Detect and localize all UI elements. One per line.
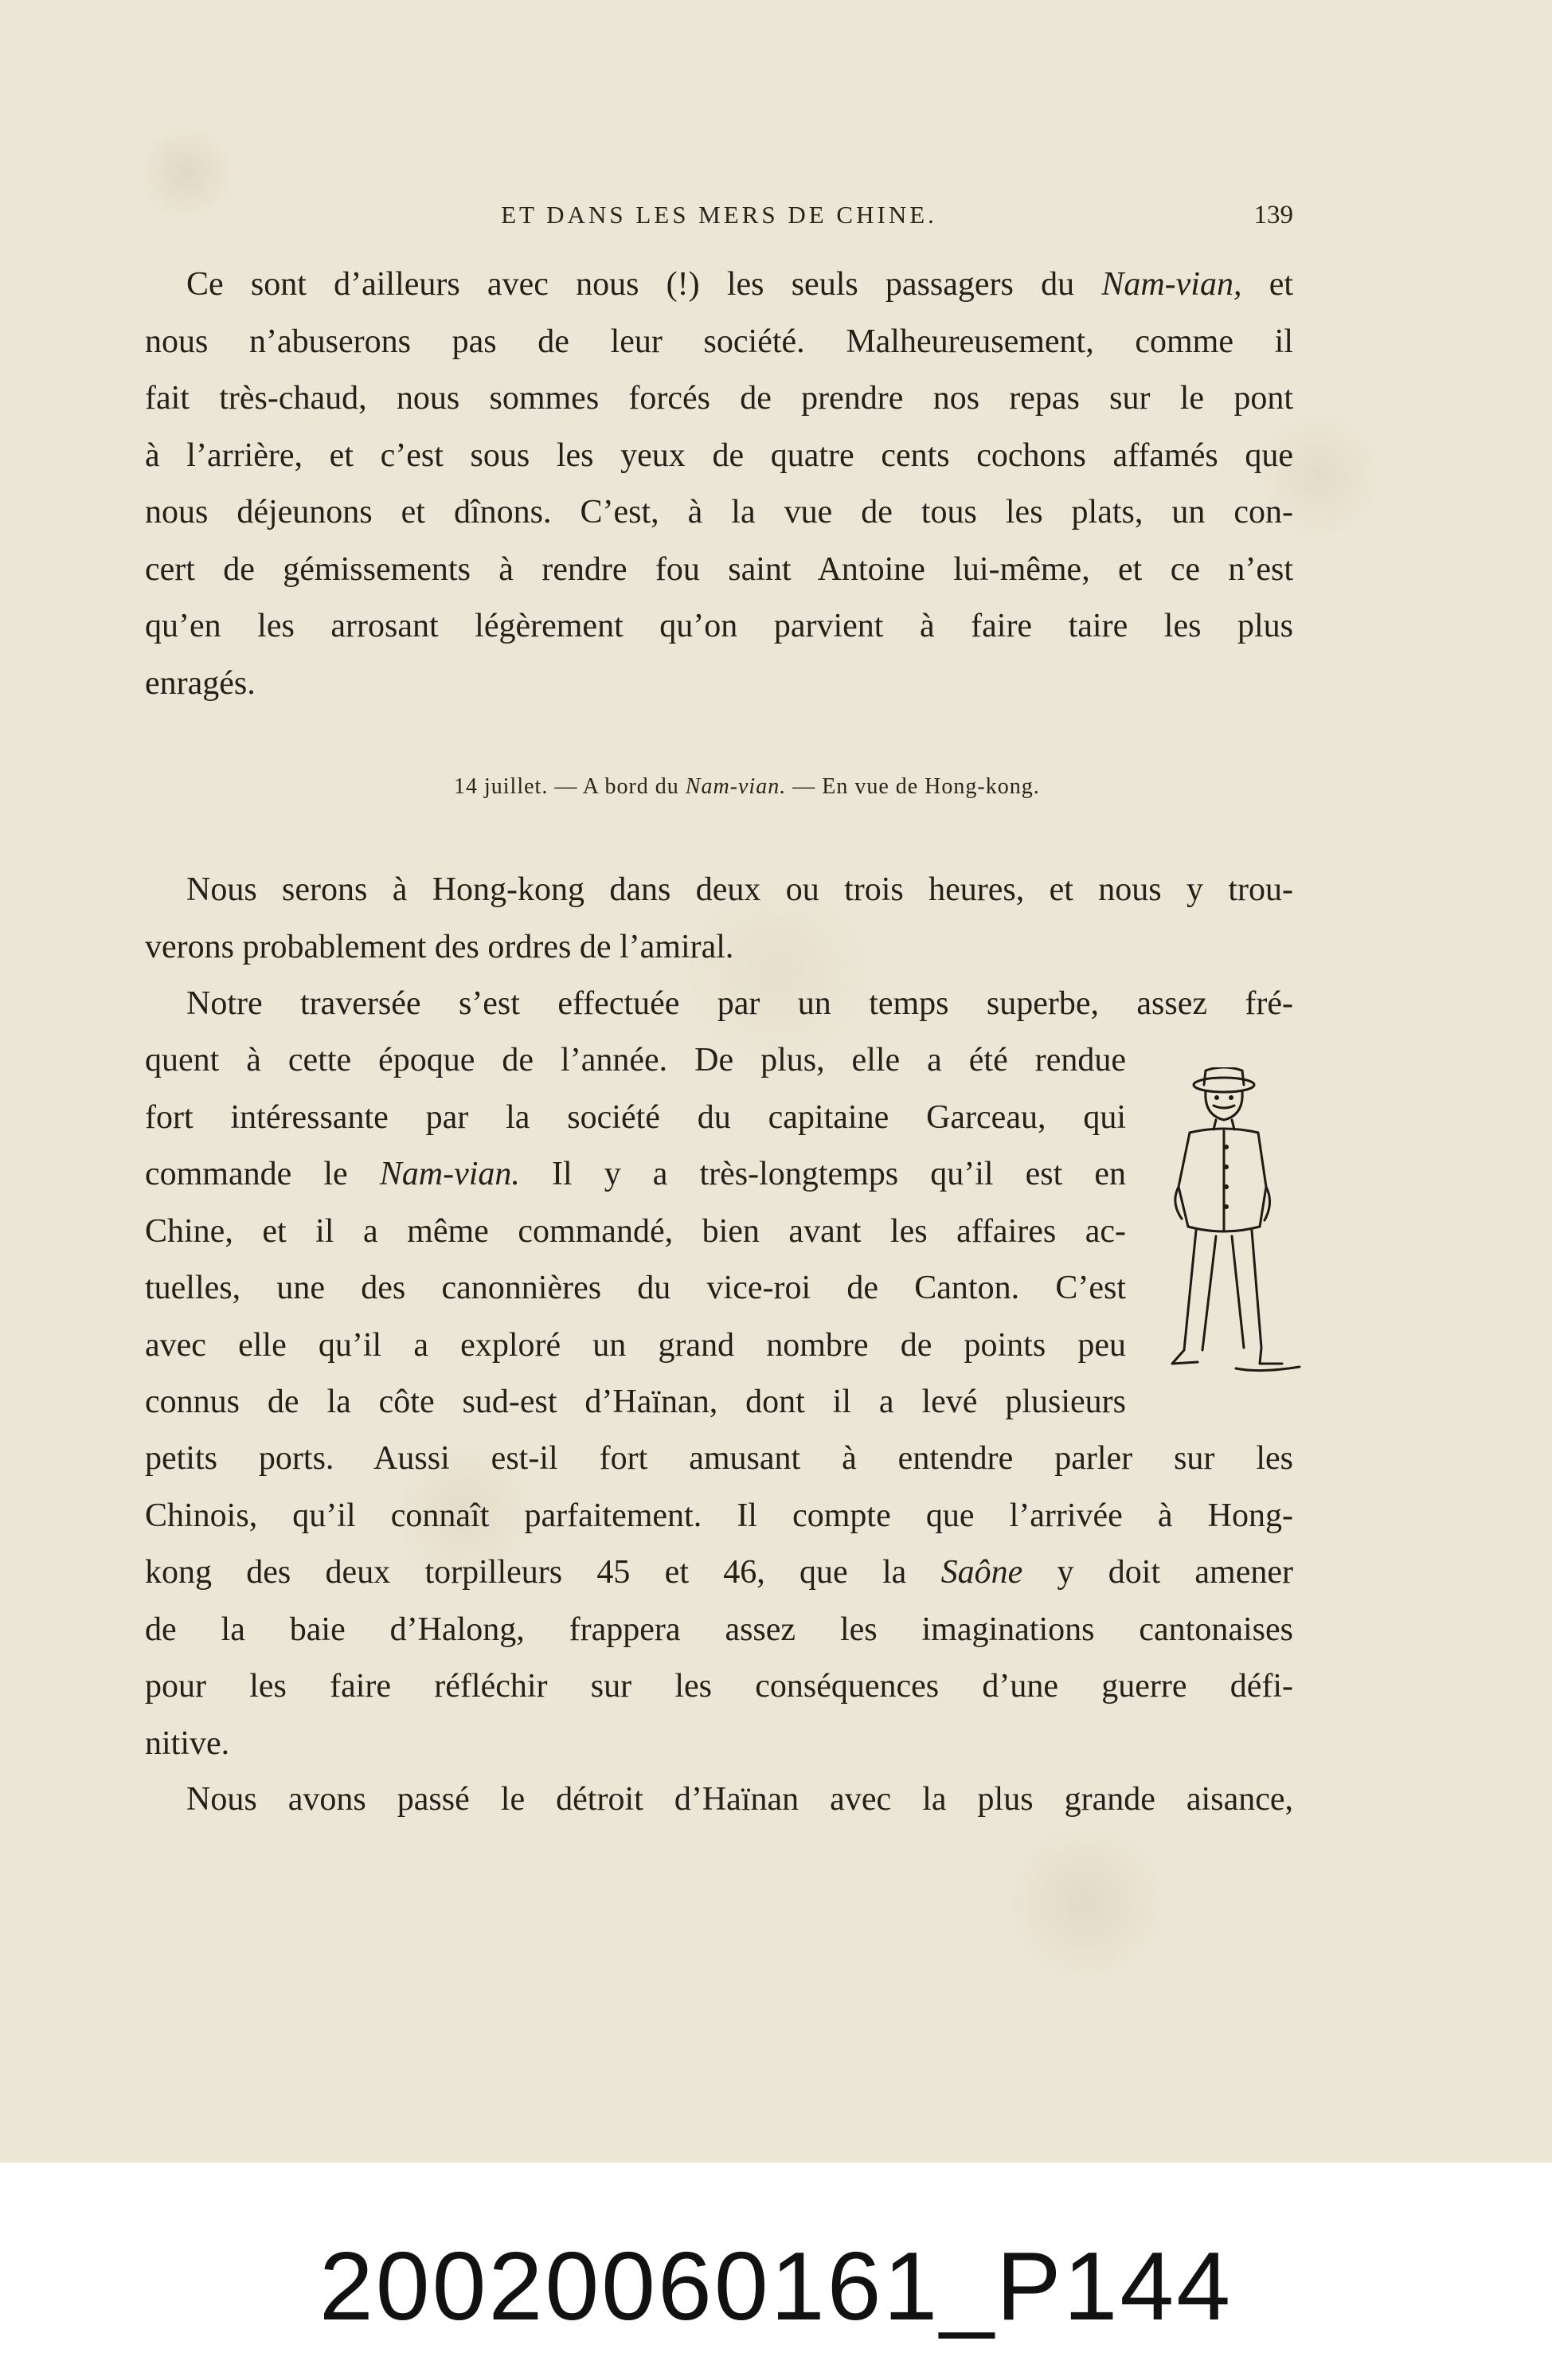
text-line: qu’en les arrosant légèrement qu’on parvient à faire taire les plus — [145, 608, 1293, 644]
text-line: verons probablement des ordres de l’amiral. — [145, 928, 734, 965]
text-line: Nous serons à Hong-kong dans deux ou trois heures, et nous y trou- — [186, 871, 1293, 908]
text-line: à l’arrière, et c’est sous les yeux de quatre cents cochons affamés que — [145, 436, 1293, 474]
text-line: kong des deux torpilleurs 45 et 46, que la Saône y doit amener — [145, 1554, 1294, 1591]
text-line: cert de gémissements à rendre fou saint Antoine lui-même, et ce n’est — [145, 550, 1293, 588]
paragraph-4 — [145, 1771, 1293, 1829]
paragraph-3-continued — [145, 1431, 1293, 1772]
text-line: enragés. — [145, 664, 256, 702]
paragraph-2 — [145, 862, 1293, 1033]
accession-label: 20020060161_P144 — [319, 2232, 1233, 2340]
paragraph-1 — [145, 256, 1293, 712]
text-line: de la baie d’Halong, frappera assez les imaginations cantonaises — [145, 1611, 1293, 1648]
text-line: nous déjeunons et dînons. C’est, à la vue de tous les plats, un con- — [145, 494, 1293, 530]
text-line: commande le Nam-vian. Il y a très-longtemps qu’il est en — [145, 1156, 1126, 1192]
text-line: fort intéressante par la société du capitaine Garceau, qui — [145, 1098, 1126, 1136]
text-line: petits ports. Aussi est-il fort amusant à entendre parler sur les — [145, 1440, 1293, 1477]
paragraph-3-wrapped — [145, 1032, 1126, 1431]
page-header — [145, 201, 1293, 233]
running-head: ET DANS LES MERS DE CHINE. — [501, 201, 937, 229]
text-line: Ce sont d’ailleurs avec nous (!) les seuls passagers du Nam-vian, et — [186, 266, 1293, 303]
text-line: Nous avons passé le détroit d’Haïnan avec la plus grande aisance, — [186, 1781, 1293, 1818]
text-line: pour les faire réfléchir sur les conséquences d’une guerre défi- — [145, 1668, 1293, 1705]
text-line: fait très-chaud, nous sommes forcés de prendre nos repas sur le pont — [145, 380, 1293, 417]
text-line: avec elle qu’il a exploré un grand nombre de points peu — [145, 1326, 1126, 1364]
text-line: quent à cette époque de l’année. De plus, elle a été rendue — [145, 1042, 1126, 1078]
text-line: Chine, et il a même commandé, bien avant les affaires ac- — [145, 1212, 1126, 1250]
text-line: nous n’abuserons pas de leur société. Malheureusement, comme il — [145, 323, 1293, 360]
text-line: Chinois, qu’il connaît parfaitement. Il compte que l’arrivée à Hong- — [145, 1497, 1293, 1534]
page-number: 139 — [1253, 201, 1293, 229]
captain-illustration — [1140, 1067, 1308, 1410]
dateline: 14 juillet. — A bord du Nam-vian. — En vue de Hong-kong. — [454, 774, 1040, 799]
text-line: tuelles, une des canonnières du vice-roi de Canton. C’est — [145, 1270, 1126, 1306]
text-line: nitive. — [145, 1724, 230, 1762]
text-line: connus de la côte sud-est d’Haïnan, dont il a levé plusieurs — [145, 1384, 1126, 1420]
text-line: Notre traversée s’est effectuée par un temps superbe, assez fré- — [186, 985, 1293, 1022]
